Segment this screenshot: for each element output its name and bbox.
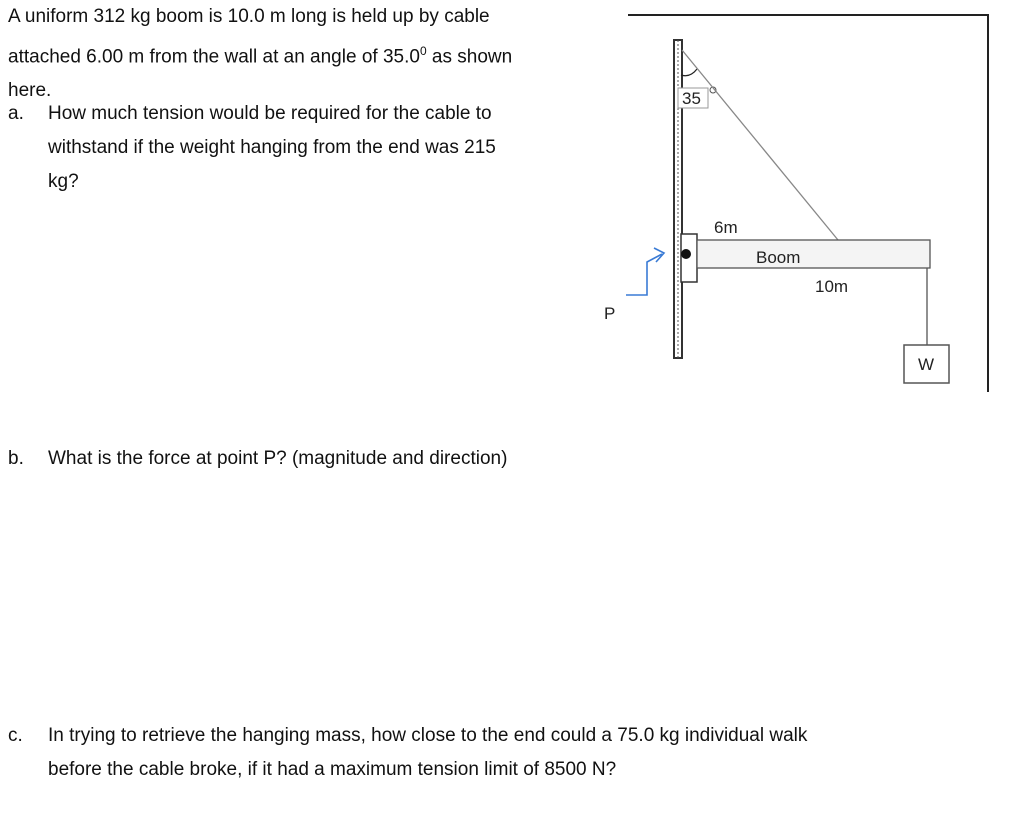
boom-label: Boom [756, 248, 801, 267]
intro-line-3: here. [8, 80, 52, 102]
cable-distance-label: 6m [714, 218, 738, 237]
question-b-label: b. [8, 448, 24, 469]
question-c-label: c. [8, 725, 23, 746]
intro-line-2-text: attached 6.00 m from the wall at an angle of 35.0 [8, 46, 420, 68]
question-a-line-2: withstand if the weight hanging from the end was 215 [48, 137, 496, 158]
boom [697, 240, 930, 268]
intro-line-1: A uniform 312 kg boom is 10.0 m long is held up by cable [8, 6, 490, 27]
question-c-line-1: In trying to retrieve the hanging mass, how close to the end could a 75.0 kg individual walk [48, 725, 808, 746]
cable [682, 50, 838, 240]
boom-length-label: 10m [815, 277, 849, 296]
question-b-line-1: What is the force at point P? (magnitude and direction) [48, 448, 508, 469]
intro-line-2-tail: as shown [426, 46, 513, 68]
point-p-label: P [604, 304, 616, 323]
angle-arc [681, 69, 697, 76]
question-a-line-1: How much tension would be required for the cable to [48, 103, 492, 124]
question-a-label: a. [8, 103, 24, 124]
angle-label: 35 [682, 89, 701, 108]
degree-superscript: 0 [419, 44, 427, 58]
weight-label: W [918, 355, 935, 374]
hinge-pin [681, 249, 691, 259]
question-a-line-3: kg? [48, 171, 79, 192]
question-c-line-2: before the cable broke, if it had a maximum tension limit of 8500 N? [48, 759, 617, 780]
